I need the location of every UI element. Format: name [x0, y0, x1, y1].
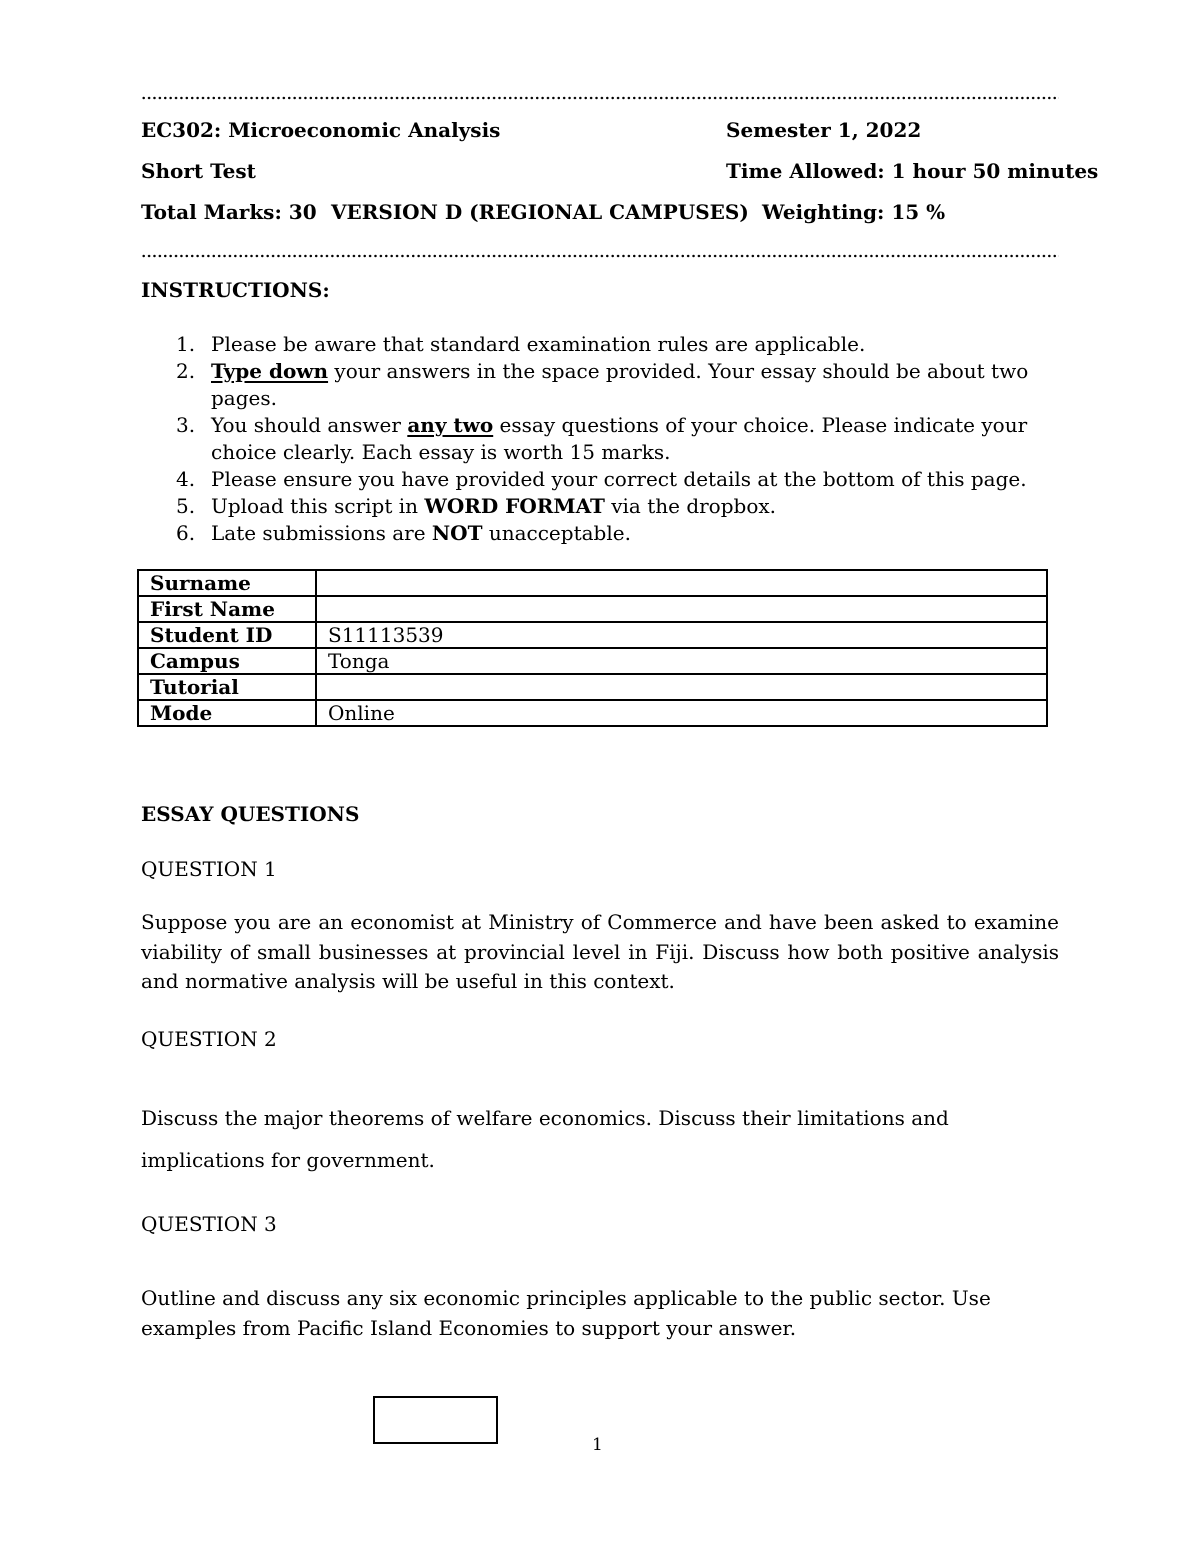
- time-allowed: Time Allowed: 1 hour 50 minutes: [726, 159, 1099, 183]
- dotted-separator-top: [141, 96, 1059, 100]
- question-3-text: Outline and discuss any six economic principles applicable to the public sector. Use examples from Pacific Island Economies to support your answer.: [141, 1286, 991, 1340]
- question-1-text: Suppose you are an economist at Ministry of Commerce and have been asked to examine viability of small businesses at provincial level in Fiji. Discuss how both positive analysis and normative analysis will be useful in this context.: [141, 910, 1059, 993]
- table-row: [138, 674, 1047, 700]
- blank-box: [373, 1396, 498, 1444]
- student-id-field[interactable]: S11113539: [316, 622, 1047, 648]
- page-number: 1: [592, 1435, 603, 1455]
- first-name-field[interactable]: [316, 596, 1047, 622]
- first-name-label: First Name: [138, 596, 316, 622]
- question-3-title: QUESTION 3: [141, 1212, 277, 1236]
- instruction-item: 3. You should answer any two essay questions of your choice. Please indicate your choice clearly. Each essay is worth 15 marks.: [176, 413, 1028, 464]
- table-row: [138, 596, 1047, 622]
- student-details-table: [137, 569, 1048, 727]
- table-row: [138, 570, 1047, 596]
- question-2-title: QUESTION 2: [141, 1027, 277, 1051]
- essay-questions-heading: ESSAY QUESTIONS: [141, 802, 360, 826]
- mode-field[interactable]: Online: [316, 700, 1047, 726]
- instructions-list: [176, 331, 1061, 547]
- instruction-item: 1. Please be aware that standard examination rules are applicable.: [176, 332, 866, 356]
- instruction-item: 5. Upload this script in WORD FORMAT via the dropbox.: [176, 494, 777, 518]
- tutorial-label: Tutorial: [138, 674, 316, 700]
- instruction-item: 2. Type down your answers in the space provided. Your essay should be about two pages.: [176, 359, 1029, 410]
- question-2-text: Discuss the major theorems of welfare economics. Discuss their limitations and implications for government.: [141, 1106, 949, 1172]
- total-marks: Total Marks: 30: [141, 200, 317, 224]
- campus-label: Campus: [138, 648, 316, 674]
- course-title: EC302: Microeconomic Analysis: [141, 118, 501, 142]
- surname-field[interactable]: [316, 570, 1047, 596]
- campus-field[interactable]: Tonga: [316, 648, 1047, 674]
- instructions-heading: INSTRUCTIONS:: [141, 278, 330, 302]
- semester-label: Semester 1, 2022: [726, 118, 922, 142]
- table-row: [138, 648, 1047, 674]
- weighting-label: Weighting: 15 %: [762, 200, 946, 224]
- question-1-title: QUESTION 1: [141, 857, 277, 881]
- mode-label: Mode: [138, 700, 316, 726]
- dotted-separator-bottom: [141, 254, 1059, 258]
- version-label: VERSION D (REGIONAL CAMPUSES): [331, 200, 749, 224]
- instruction-item: 6. Late submissions are NOT unacceptable.: [176, 521, 631, 545]
- instruction-item: 4. Please ensure you have provided your correct details at the bottom of this page.: [176, 467, 1027, 491]
- tutorial-field[interactable]: [316, 674, 1047, 700]
- student-id-label: Student ID: [138, 622, 316, 648]
- test-type: Short Test: [141, 159, 256, 183]
- table-row: [138, 700, 1047, 726]
- surname-label: Surname: [138, 570, 316, 596]
- table-row: [138, 622, 1047, 648]
